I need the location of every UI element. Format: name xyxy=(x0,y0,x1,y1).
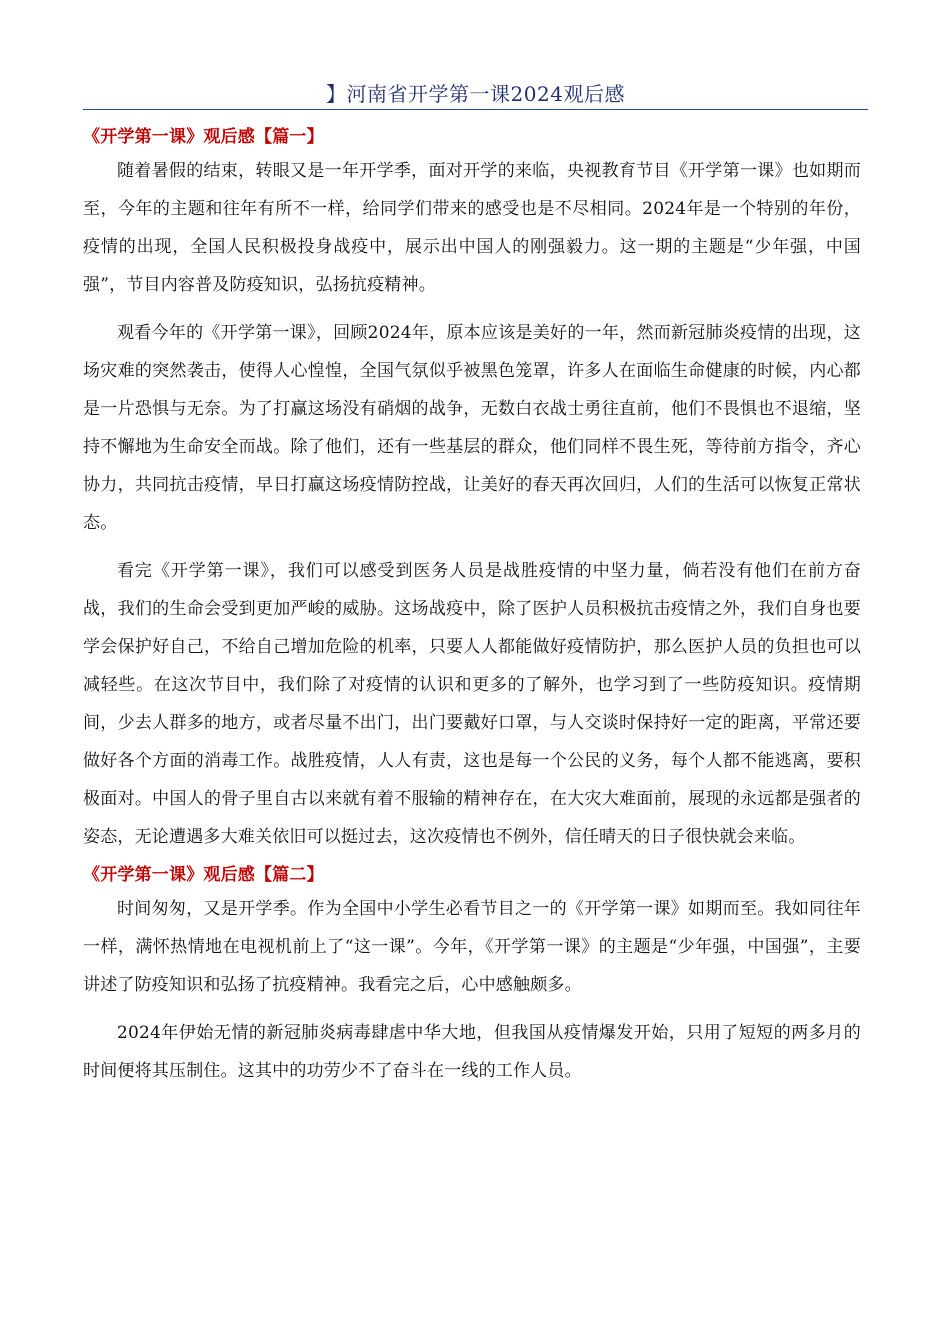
paragraph: 观看今年的《开学第一课》，回顾2024年，原本应该是美好的一年，然而新冠肺炎疫情的出现，这场灾难的突然袭击，使得人心惶惶，全国气氛似乎被黑色笼罩，许多人在面临生命健康的时候，内心都是一片恐惧与无奈。为了打赢这场没有硝烟的战争，无数白衣战士勇往直前，他们不畏惧也不退缩，坚持不懈地为生命安全而战。除了他们，还有一些基层的群众，他们同样不畏生死，等待前方指令，齐心协力，共同抗击疫情，早日打赢这场疫情防控战，让美好的春天再次回归，人们的生活可以恢复正常状态。 xyxy=(83,323,861,533)
paragraph: 随着暑假的结束，转眼又是一年开学季，面对开学的来临，央视教育节目《开学第一课》也如期而至，今年的主题和往年有所不一样，给同学们带来的感受也是不尽相同。2024年是一个特别的年份，疫情的出现，全国人民积极投身战疫中，展示出中国人的刚强毅力。这一期的主题是“少年强，中国强”，节目内容普及防疫知识，弘扬抗疫精神。 xyxy=(83,161,861,295)
section-heading-2: 《开学第一课》观后感【篇二】 xyxy=(83,865,324,885)
section-heading-1: 《开学第一课》观后感【篇一】 xyxy=(83,127,324,147)
paragraph: 2024年伊始无情的新冠肺炎病毒肆虐中华大地，但我国从疫情爆发开始，只用了短短的两多月的时间便将其压制住。这其中的功劳少不了奋斗在一线的工作人员。 xyxy=(83,1023,861,1081)
document-body xyxy=(83,122,861,1090)
paragraph: 看完《开学第一课》，我们可以感受到医务人员是战胜疫情的中坚力量，倘若没有他们在前方奋战，我们的生命会受到更加严峻的威胁。这场战疫中，除了医护人员积极抗击疫情之外，我们自身也要学会保护好自己，不给自己增加危险的机率，只要人人都能做好疫情防护，那么医护人员的负担也可以减轻些。在这次节目中，我们除了对疫情的认识和更多的了解外，也学习到了一些防疫知识。疫情期间，少去人群多的地方，或者尽量不出门，出门要戴好口罩，与人交谈时保持好一定的距离，平常还要做好各个方面的消毒工作。战胜疫情，人人有责，这也是每一个公民的义务，每个人都不能逃离，要积极面对。中国人的骨子里自古以来就有着不服输的精神存在，在大灾大难面前，展现的永远都是强者的姿态，无论遭遇多大难关依旧可以挺过去，这次疫情也不例外，信任晴天的日子很快就会来临。 xyxy=(83,561,861,847)
document-title: 】河南省开学第一课2024观后感 xyxy=(326,82,625,106)
title-divider xyxy=(83,109,868,110)
paragraph: 时间匆匆，又是开学季。作为全国中小学生必看节目之一的《开学第一课》如期而至。我如同往年一样，满怀热情地在电视机前上了“这一课”。今年，《开学第一课》的主题是“少年强，中国强”，主要讲述了防疫知识和弘扬了抗疫精神。我看完之后，心中感触颇多。 xyxy=(83,899,861,995)
